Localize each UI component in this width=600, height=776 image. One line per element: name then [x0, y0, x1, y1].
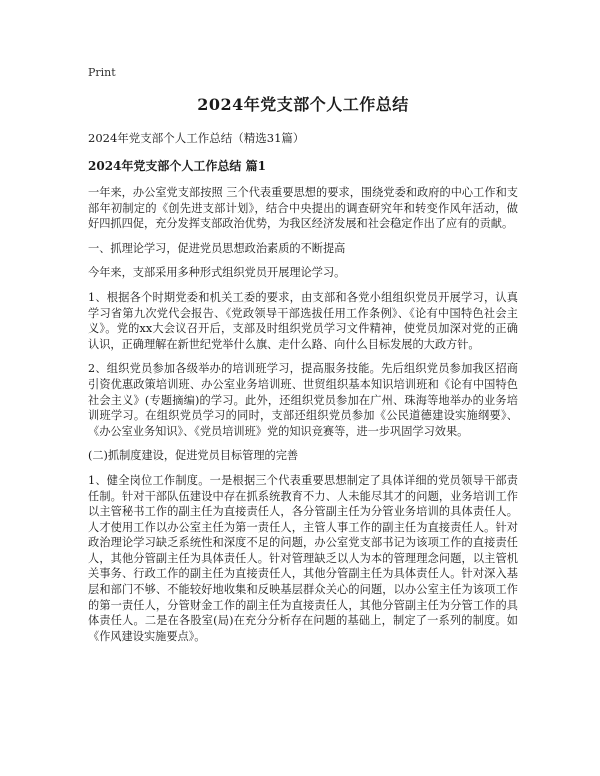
section-heading: 2024年党支部个人工作总结 篇1 — [88, 159, 266, 173]
page-title: 2024年党支部个人工作总结 — [197, 95, 409, 114]
paragraph-heading-study: 一、抓理论学习，促进党员思想政治素质的不断提高 — [88, 241, 346, 255]
paragraph-heading-system: (二)抓制度建设，促进党员目标管理的完善 — [88, 449, 299, 463]
print-label[interactable]: Print — [88, 66, 116, 79]
paragraph-study-2: 2、组织党员参加各级举办的培训班学习，提高服务技能。先后组织党员参加我区招商引资优惠政策培训班、办公室业务培训班、世贸组织基本知识培训班和《论有中国特色社会主义》(专题摘编)的学习。此外，还组织党员参加在广州、珠海等地举办的业务培训班学习。在组织党员学习的同时，支部还组织党员参加《公民道德建设实施纲要》、《办公室业务知识》、《党员培训班》党的知识竞赛等，进一步巩固学习效果。 — [88, 362, 518, 438]
paragraph-study-1: 1、根据各个时期党委和机关工委的要求，由支部和各党小组组织党员开展学习，认真学习省第九次党代会报告、《党政领导干部选拔任用工作条例》、《论有中国特色社会主义》。党的xx大会议召开后，支部及时组织党员学习文件精神，使党员加深对党的正确认识，正确理解在新世纪党举什么旗、走什么路、向什么目标发展的大政方针。 — [88, 290, 518, 351]
document-subtitle: 2024年党支部个人工作总结（精选31篇） — [88, 131, 305, 145]
document-page — [88, 66, 518, 653]
paragraph-intro: 一年来，办公室党支部按照 三个代表重要思想的要求，围绕党委和政府的中心工作和支部年初制定的《创先进支部计划》，结合中央提出的调查研究年和转变作风年活动，做好四抓四促，充分发挥支部政治优势，为我区经济发展和社会稳定作出了应有的贡献。 — [88, 186, 518, 231]
paragraph-system-1: 1、健全岗位工作制度。一是根据三个代表重要思想制定了具体详细的党员领导干部责任制。针对干部队伍建设中存在抓系统教育不力、人未能尽其才的问题，业务培训工作以主管秘书工作的副主任为直接责任人，各分管副主任为分管业务培训的具体责任人。人才使用工作以办公室主任为第一责任人，主管人事工作的副主任为直接责任人。针对政治理论学习缺乏系统性和深度不足的问题，办公室党支部书记为该项工作的直接责任人，其他分管副主任为具体责任人。针对管理缺乏以人为本的管理理念问题，以主管机关事务、行政工作的副主任为直接责任人，其他分管副主任为具体责任人。针对深入基层和部门不够、不能较好地收集和反映基层群众关心的问题，以办公室主任为该项工作的第一责任人，分管财金工作的副主任为直接责任人，其他分管副主任为分管工作的具体责任人。二是在各股室(局)在充分分析存在问题的基础上，制定了一系列的制度。如《作风建设实施要点》。 — [88, 473, 518, 643]
paragraph-study-forms: 今年来，支部采用多种形式组织党员开展理论学习。 — [88, 266, 346, 280]
